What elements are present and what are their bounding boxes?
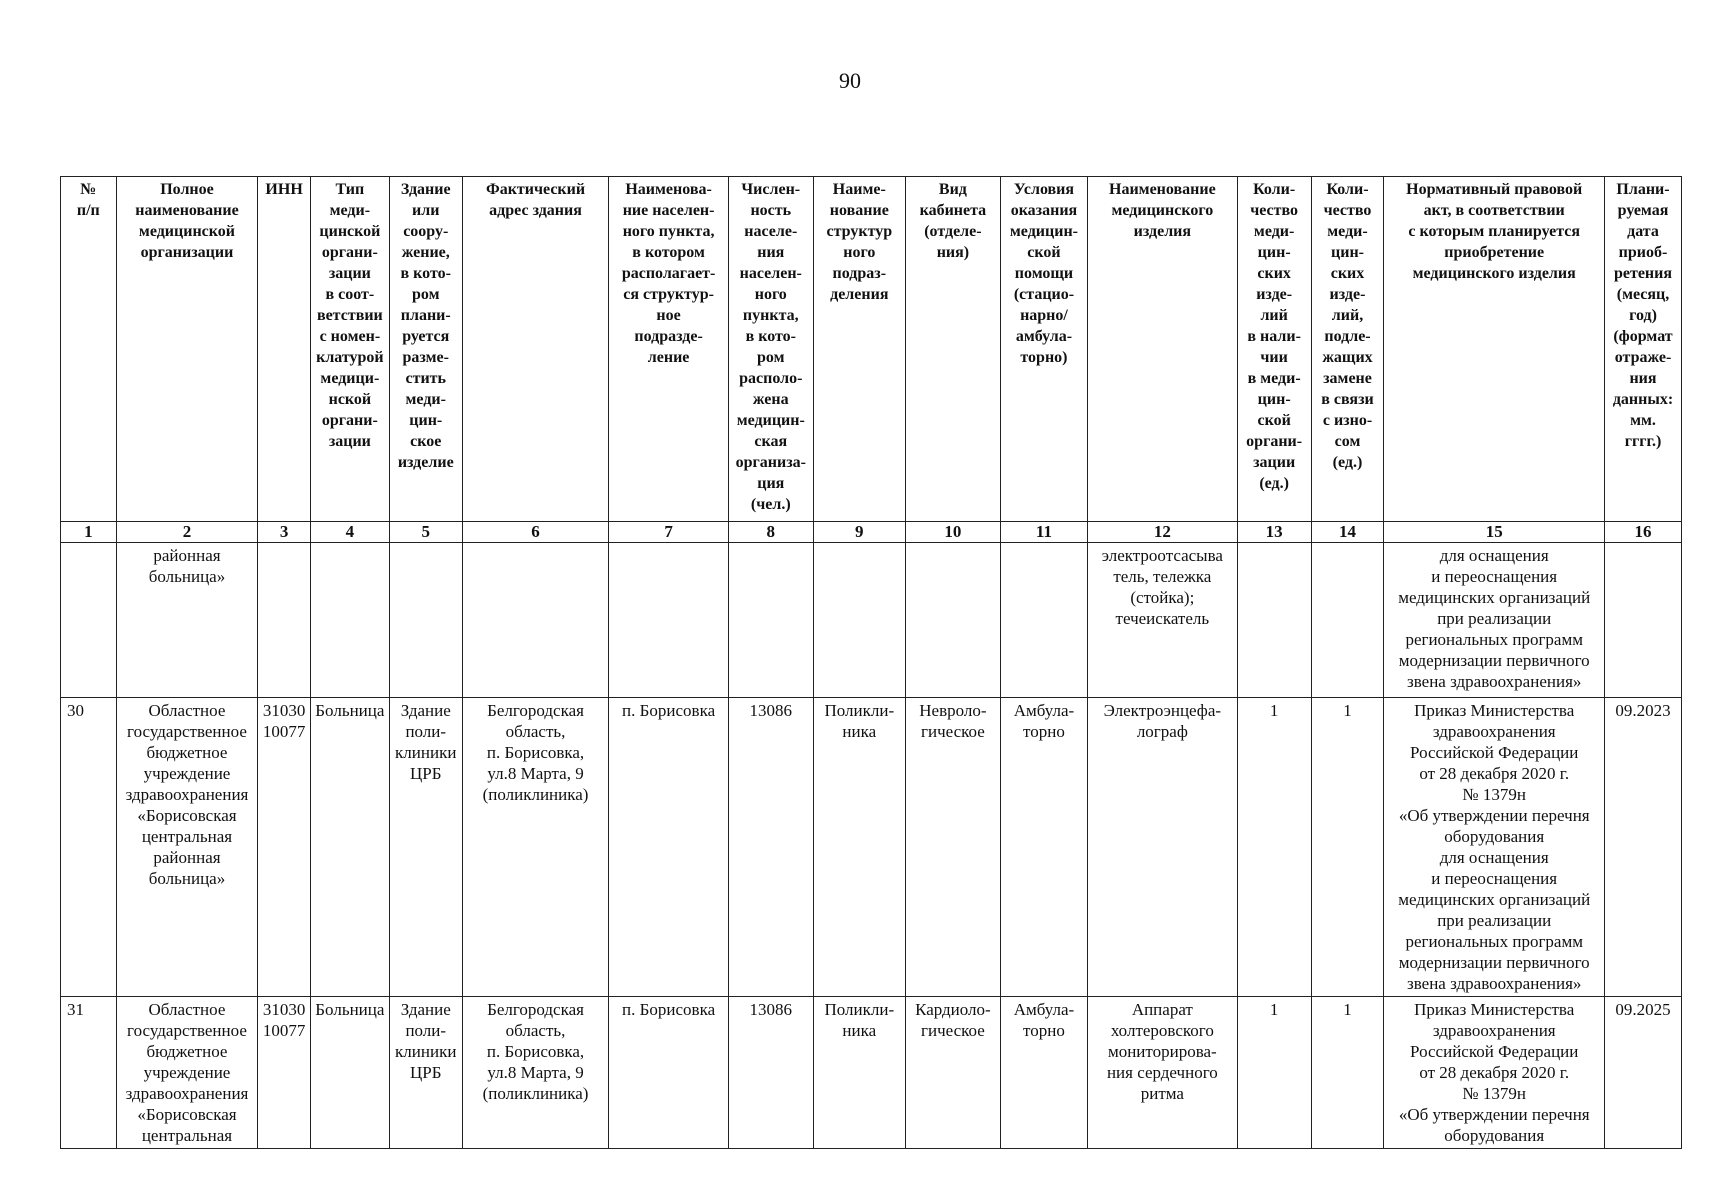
column-number-row [61, 522, 1682, 543]
column-number: 9 [813, 522, 905, 543]
cell-org: районная больница» [116, 543, 258, 698]
cell-settlement [609, 543, 728, 698]
column-number: 1 [61, 522, 117, 543]
header-cell-type: Тип меди- цинской органи- зации в соот- ветствии с номен- клатурой медици- нской органи- зации [310, 177, 389, 522]
cell-cabinet: Невроло- гическое [905, 698, 1000, 997]
cell-type: Больница [310, 698, 389, 997]
cell-inn: 31030 10077 [258, 698, 311, 997]
cell-address: Белгородская область, п. Борисовка, ул.8 Марта, 9 (поликлиника) [462, 997, 609, 1149]
table-row [61, 698, 1682, 997]
cell-building [389, 543, 462, 698]
cell-qty-have: 1 [1237, 698, 1311, 997]
cell-inn: 31030 10077 [258, 997, 311, 1149]
column-number: 15 [1384, 522, 1605, 543]
cell-qty-replace [1311, 543, 1384, 698]
header-cell-unit: Наиме- нование структур ного подраз- деления [813, 177, 905, 522]
column-number: 10 [905, 522, 1000, 543]
column-number: 8 [728, 522, 813, 543]
cell-unit [813, 543, 905, 698]
cell-population: 13086 [728, 698, 813, 997]
cell-building: Здание поли- клиники ЦРБ [389, 698, 462, 997]
cell-building: Здание поли- клиники ЦРБ [389, 997, 462, 1149]
cell-population [728, 543, 813, 698]
cell-cabinet: Кардиоло- гическое [905, 997, 1000, 1149]
column-number: 12 [1087, 522, 1237, 543]
cell-act: для оснащения и переоснащения медицинских организаций при реализации региональных программ модернизации первичного звена здравоохранения» [1384, 543, 1605, 698]
cell-address: Белгородская область, п. Борисовка, ул.8 Марта, 9 (поликлиника) [462, 698, 609, 997]
cell-date [1605, 543, 1682, 698]
column-number: 5 [389, 522, 462, 543]
cell-type: Больница [310, 997, 389, 1149]
column-number: 14 [1311, 522, 1384, 543]
cell-date: 09.2025 [1605, 997, 1682, 1149]
column-number: 11 [1000, 522, 1087, 543]
column-number: 6 [462, 522, 609, 543]
cell-qty-replace: 1 [1311, 698, 1384, 997]
header-cell-qty-have: Коли- чество меди- цин- ских изде- лий в нали- чии в меди- цин- ской органи- зации (ед.) [1237, 177, 1311, 522]
continuation-row [61, 543, 1682, 698]
cell-qty-have: 1 [1237, 997, 1311, 1149]
cell-conditions: Амбула- торно [1000, 698, 1087, 997]
column-number: 13 [1237, 522, 1311, 543]
column-number: 7 [609, 522, 728, 543]
cell-date: 09.2023 [1605, 698, 1682, 997]
header-cell-population: Числен- ность населе- ния населен- ного пункта, в кото- ром располо- жена медицин- ская организа- ция (чел.) [728, 177, 813, 522]
cell-unit: Поликли- ника [813, 997, 905, 1149]
cell-num: 31 [61, 997, 117, 1149]
header-cell-num: № п/п [61, 177, 117, 522]
header-cell-building: Здание или соору- жение, в кото- ром плани- руется разме- стить меди- цин- ское изделие [389, 177, 462, 522]
header-cell-qty-replace: Коли- чество меди- цин- ских изде- лий, подле- жащих замене в связи с изно- сом (ед.) [1311, 177, 1384, 522]
cell-conditions: Амбула- торно [1000, 997, 1087, 1149]
column-number: 16 [1605, 522, 1682, 543]
cell-org: Областное государственное бюджетное учреждение здравоохранения «Борисовская центральная [116, 997, 258, 1149]
cell-qty-have [1237, 543, 1311, 698]
header-cell-conditions: Условия оказания медицин- ской помощи (стацио- нарно/ амбула- торно) [1000, 177, 1087, 522]
cell-org: Областное государственное бюджетное учреждение здравоохранения «Борисовская центральная районная больница» [116, 698, 258, 997]
header-cell-cabinet: Вид кабинета (отделе- ния) [905, 177, 1000, 522]
cell-act: Приказ Министерства здравоохранения Российской Федерации от 28 декабря 2020 г. № 1379н «Об утверждении перечня оборудования для оснащения и переоснащения медицинских организаций при реализации региональных программ модернизации первичного звена здравоохранения» [1384, 698, 1605, 997]
cell-num: 30 [61, 698, 117, 997]
cell-inn [258, 543, 311, 698]
cell-cabinet [905, 543, 1000, 698]
header-cell-inn: ИНН [258, 177, 311, 522]
header-cell-device: Наименование медицинского изделия [1087, 177, 1237, 522]
cell-settlement: п. Борисовка [609, 997, 728, 1149]
cell-qty-replace: 1 [1311, 997, 1384, 1149]
cell-device: Аппарат холтеровского мониторирова- ния сердечного ритма [1087, 997, 1237, 1149]
cell-type [310, 543, 389, 698]
column-number: 2 [116, 522, 258, 543]
cell-address [462, 543, 609, 698]
cell-settlement: п. Борисовка [609, 698, 728, 997]
cell-num [61, 543, 117, 698]
cell-device: электроотсасыва тель, тележка (стойка); течеискатель [1087, 543, 1237, 698]
cell-population: 13086 [728, 997, 813, 1149]
header-cell-org: Полное наименование медицинской организации [116, 177, 258, 522]
header-row [61, 177, 1682, 522]
header-cell-address: Фактический адрес здания [462, 177, 609, 522]
column-number: 4 [310, 522, 389, 543]
page-number: 90 [839, 68, 861, 93]
cell-unit: Поликли- ника [813, 698, 905, 997]
cell-conditions [1000, 543, 1087, 698]
table-row [61, 997, 1682, 1149]
column-number: 3 [258, 522, 311, 543]
header-cell-act: Нормативный правовой акт, в соответствии с которым планируется приобретение медицинского изделия [1384, 177, 1605, 522]
cell-device: Электроэнцефа- лограф [1087, 698, 1237, 997]
header-cell-date: Плани- руемая дата приоб- ретения (месяц, год) (формат отраже- ния данных: мм. гггг.) [1605, 177, 1682, 522]
cell-act: Приказ Министерства здравоохранения Российской Федерации от 28 декабря 2020 г. № 1379н «Об утверждении перечня оборудования [1384, 997, 1605, 1149]
header-cell-settlement: Наименова- ние населен- ного пункта, в котором располагает- ся структур- ное подразде- ление [609, 177, 728, 522]
equipment-table [60, 176, 1682, 1149]
